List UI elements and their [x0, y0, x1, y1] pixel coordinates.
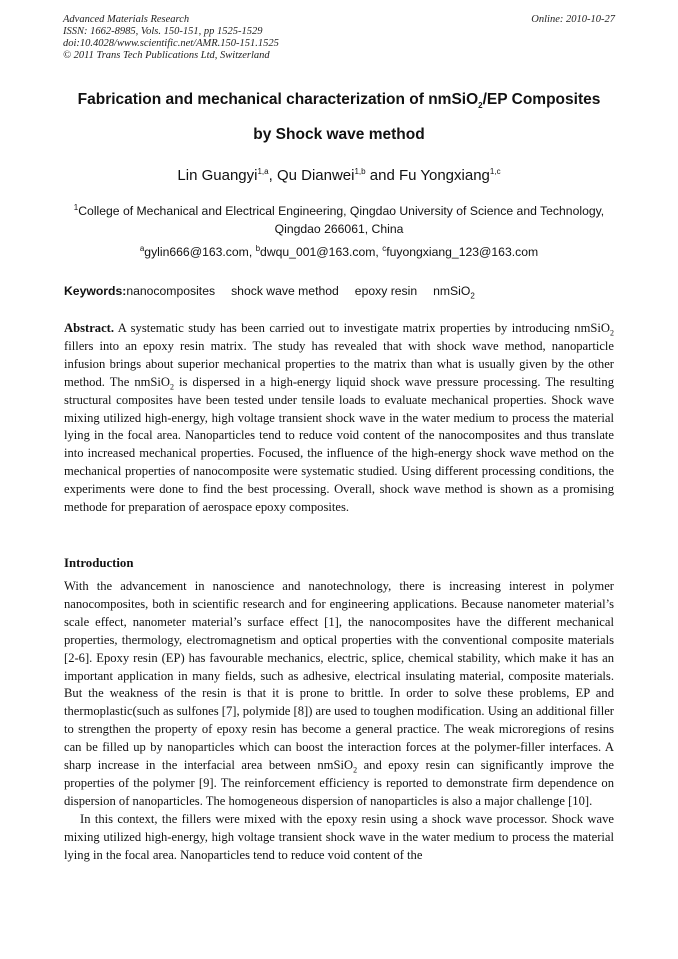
email-link-b[interactable]: dwqu_001@163.com, — [260, 245, 383, 259]
paper-title-line-2: by Shock wave method — [253, 126, 425, 143]
online-date: Online: 2010-10-27 — [531, 14, 615, 25]
introduction-body — [64, 578, 614, 865]
paper-title-line-1: Fabrication and mechanical characterization of nmSiO$_2$/EP Composites — [77, 91, 601, 111]
journal-name: Advanced Materials Research — [63, 14, 190, 25]
paragraph: With the advancement in nanoscience and nanotechnology, there is increasing interest in polymer nanocomposites, both in scientific research and for engineering applications. Because nanometer material’s scale effect, nanometer material’s surface effect [1], the nanocomposites have the different mechanical properties, thermology, electromagnetism and optical properties with the conventional composite materials [2-6]. Epoxy resin (EP) has favourable mechanics, electric, splice, chemical stability, which make it has an important application in many fields, such as adhesive, electrical insulating material, composite materials. But the weakness of the resin is that it is prone to brittle. In order to solve these problems, EP and thermoplastic(such as sulfones [7], polymide [8]) are used to toughen modification. Using an additional filler to strengthen the property of epoxy resin has become a general practice. The weak microregions of resins can be filled up by nanoparticles which can boost the interaction forces at the polymer-filler interfaces. A sharp increase in the interfacial area between nmSiO$_2$ and epoxy resin can significantly improve the properties of the polymer [9]. The reinforcement efficiency is reported to demonstrate firm dependence on dispersion of nanoparticles. The homogeneous dispersion of nanoparticles is also a major challenge [10]. — [64, 579, 614, 808]
keyword: nanocomposites — [126, 284, 216, 298]
email-link-c[interactable]: fuyongxiang_123@163.com — [386, 245, 539, 259]
keyword: nmSiO$_2$ — [433, 284, 475, 301]
copyright-line: © 2011 Trans Tech Publications Ltd, Switzerland — [63, 50, 270, 61]
affiliation: $^1$College of Mechanical and Electrical Engineering, Qingdao University of Science and Technology, Qingdao 266061, China — [73, 202, 605, 236]
keywords-label: Keywords: — [64, 284, 127, 298]
abstract-label: Abstract. — [64, 321, 115, 335]
paragraph: In this context, the fillers were mixed with the epoxy resin using a shock wave processor. Shock wave mixing utilized high-energy, high voltage transient shock wave in the water medium to process the material lying in the focal area. Nanoparticles tend to reduce void content of the — [64, 811, 614, 862]
section-heading-introduction: Introduction — [64, 556, 134, 570]
doi-line: doi:10.4028/www.scientific.net/AMR.150-151.1525 — [63, 38, 279, 49]
keyword: epoxy resin — [354, 284, 418, 298]
author-list: Lin Guangyi$^{1,a}$, Qu Dianwei$^{1,b}$ and Fu Yongxiang$^{1,c}$ — [177, 167, 501, 184]
journal-header — [63, 14, 615, 62]
abstract: Abstract. A systematic study has been carried out to investigate matrix properties by introducing nmSiO$_2$ fillers into an epoxy resin matrix. The study has revealed that with shock wave method, nanoparticle infusion brings about superior mechanical properties to the matrix than what is usually given by the other method. The nmSiO$_2$ is dispersed in a high-energy liquid shock wave pressure processing. The resulting structural composites have been tested under tensile loads to evaluate mechanical properties. Shock wave mixing utilized high-energy, high voltage transient shock wave in the water medium to process the material lying in the focal area. Nanoparticles tend to reduce void content of the nanocomposites and thus translate into increased mechanical properties. Focused, the influence of the high-energy shock wave method on the mechanical properties of nanocomposite were systematic studied. Using different processing conditions, the experiments were done to find the best processing. Overall, shock wave method is shown as a promising methode for preparation of aerospace epoxy composites. — [64, 321, 614, 515]
keywords — [64, 284, 491, 301]
author-emails: $^a$gylin666@163.com, $^b$dwqu_001@163.com, $^c$fuyongxiang_123@163.com — [139, 243, 539, 259]
issn-line: ISSN: 1662-8985, Vols. 150-151, pp 1525-1529 — [63, 26, 263, 37]
email-link-a[interactable]: gylin666@163.com, — [144, 245, 256, 259]
keyword: shock wave method — [231, 284, 339, 298]
